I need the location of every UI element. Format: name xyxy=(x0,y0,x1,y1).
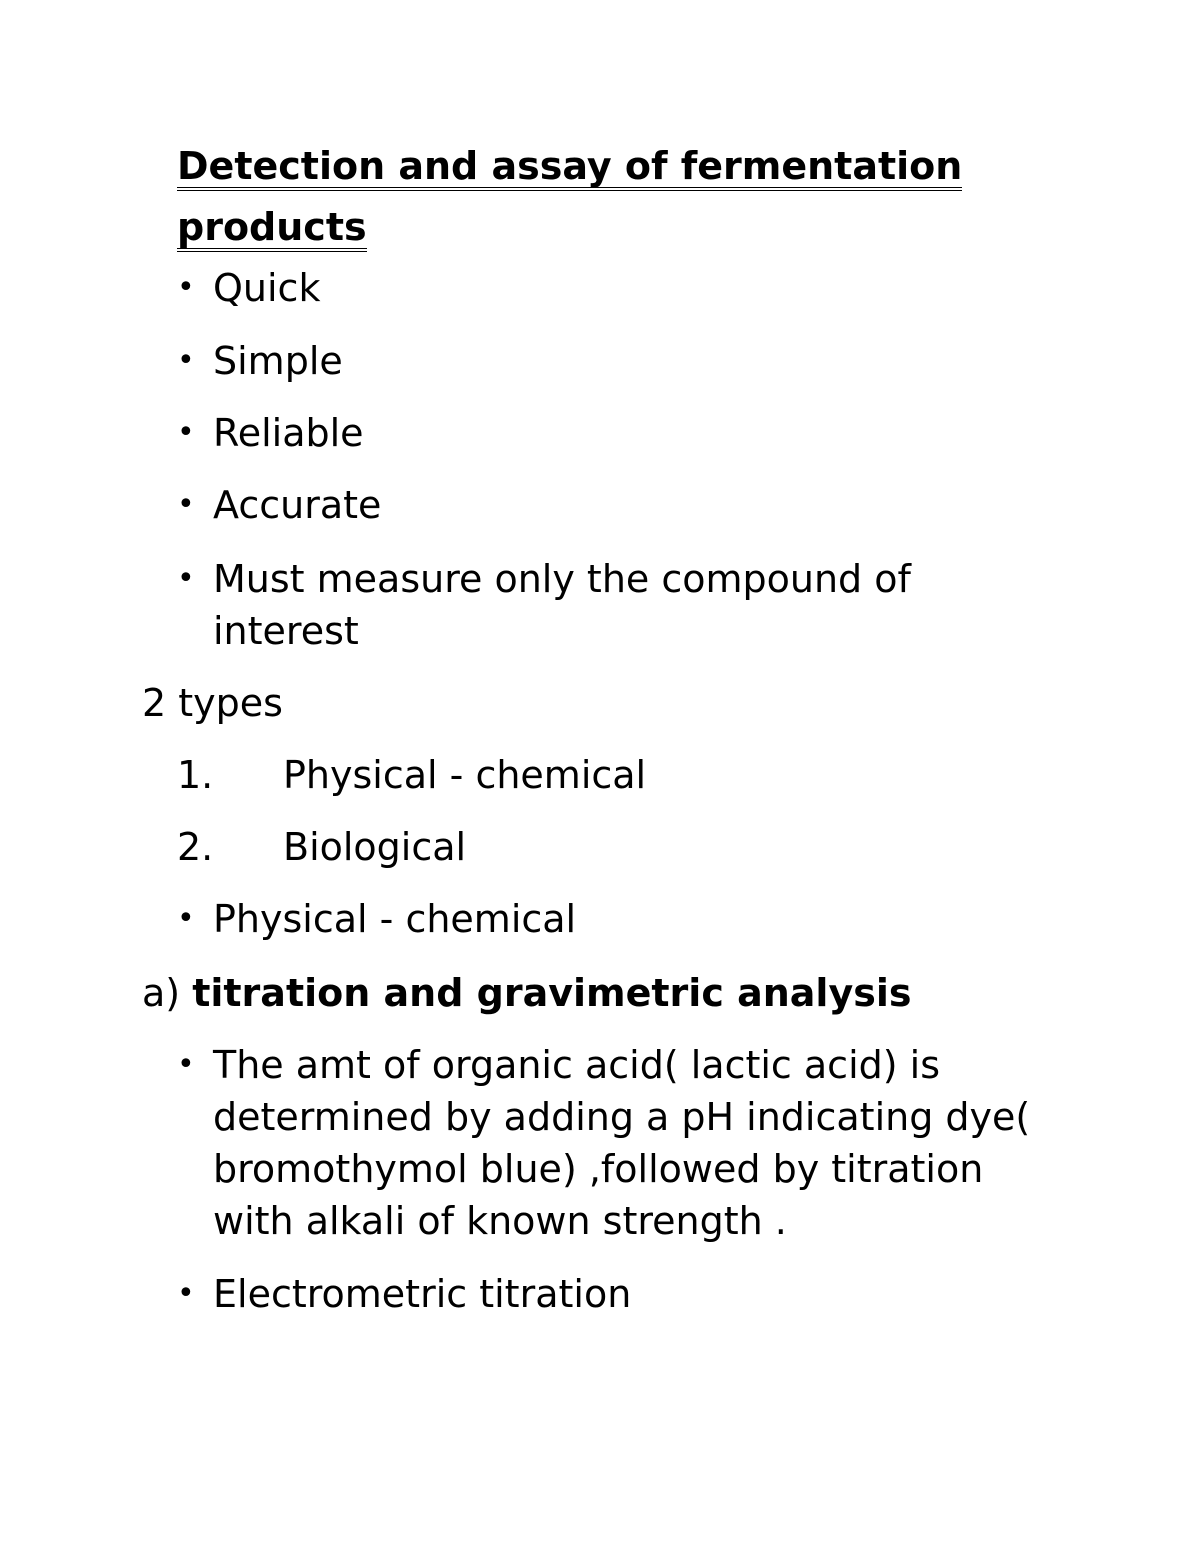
numbered-item-physical-chemical xyxy=(177,749,1077,801)
list-item-organic-acid xyxy=(177,1039,1057,1247)
list-item-text: Accurate xyxy=(213,483,382,527)
document-title xyxy=(177,140,1077,262)
list-item-physical-chemical xyxy=(177,893,1077,945)
item-number: 2. xyxy=(177,825,214,869)
list-item-electrometric xyxy=(177,1268,1077,1320)
list-item-text: Physical - chemical xyxy=(213,897,577,941)
list-item-measure xyxy=(177,553,977,657)
bullet-icon: • xyxy=(177,270,195,305)
section-a-title: titration and gravimetric analysis xyxy=(192,971,912,1015)
item-number: 1. xyxy=(177,753,214,797)
list-item-quick xyxy=(177,262,1077,314)
list-item-text: Must measure only the compound of interest xyxy=(213,557,911,653)
list-item-reliable xyxy=(177,407,1077,459)
bullet-icon: • xyxy=(177,1047,195,1082)
title-line-1: Detection and assay of fermentation xyxy=(177,145,962,191)
list-item-text: The amt of organic acid( lactic acid) is determined by adding a pH indicating dye( bromothymol blue) ,followed by titration with alkali of known strength . xyxy=(213,1043,1031,1243)
bullet-icon: • xyxy=(177,561,195,596)
types-heading: 2 types xyxy=(142,681,283,725)
bullet-icon: • xyxy=(177,1276,195,1311)
bullet-icon: • xyxy=(177,901,195,936)
bullet-icon: • xyxy=(177,343,195,378)
item-label: Biological xyxy=(283,825,467,869)
list-item-accurate xyxy=(177,479,1077,531)
bullet-icon: • xyxy=(177,487,195,522)
list-item-text: Quick xyxy=(213,266,321,310)
title-line-2: products xyxy=(177,206,367,252)
section-a-heading xyxy=(142,967,1092,1019)
list-item-text: Simple xyxy=(213,339,343,383)
list-item-text: Reliable xyxy=(213,411,364,455)
bullet-icon: • xyxy=(177,415,195,450)
list-item-text: Electrometric titration xyxy=(213,1272,632,1316)
section-a-prefix: a) xyxy=(142,971,193,1015)
item-label: Physical - chemical xyxy=(283,753,647,797)
numbered-item-biological xyxy=(177,821,1077,873)
list-item-simple xyxy=(177,335,1077,387)
